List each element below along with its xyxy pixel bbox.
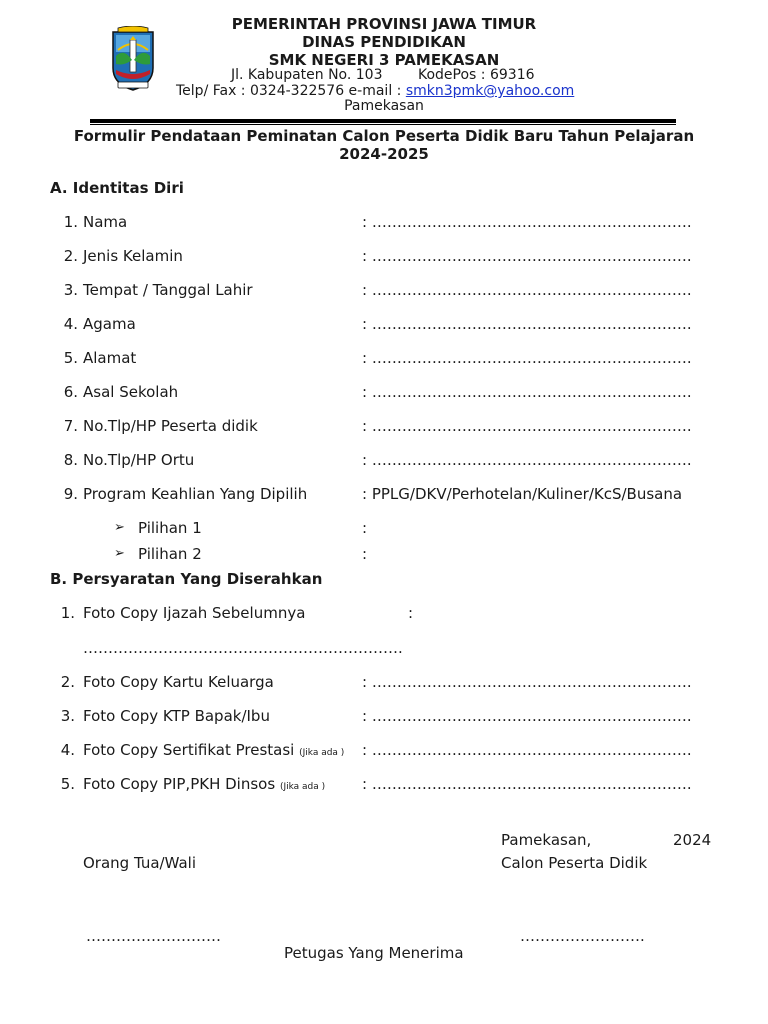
list-item: 7. No.Tlp/HP Peserta didik : ………………………………………………………. [63, 417, 692, 435]
requirement-label: Foto Copy Ijazah Sebelumnya [83, 604, 306, 622]
field-fill-line[interactable]: : ………………………………………………………. [362, 775, 692, 793]
list-item: 2. Foto Copy Kartu Keluarga : ………………………………………………………. [60, 673, 692, 691]
list-item: 1. Foto Copy Ijazah Sebelumnya : [60, 604, 414, 622]
list-item: 4. Agama : ………………………………………………………. [63, 315, 692, 333]
signature-year: 2024 [673, 831, 712, 849]
arrow-bullet-icon: ➢ [114, 546, 125, 561]
field-fill-line[interactable]: : ………………………………………………………. [362, 451, 692, 469]
header-phone: Telp/ Fax : 0324-322576 e-mail : [176, 83, 406, 99]
signature-student-line[interactable]: ……………………. [520, 927, 645, 945]
list-item: 9. Program Keahlian Yang Dipilih : PPLG/DKV/Perhotelan/Kuliner/KcS/Busana [63, 485, 683, 503]
choice-fill[interactable]: : [362, 519, 368, 537]
section-a-heading: A. Identitas Diri [50, 179, 184, 197]
header-postcode: KodePos : 69316 [418, 67, 535, 83]
requirement-colon: : [408, 604, 414, 622]
field-label: Alamat [83, 349, 137, 367]
field-fill-line[interactable]: : ………………………………………………………. [362, 383, 692, 401]
choice-item [0, 519, 768, 539]
requirement-label: Foto Copy Sertifikat Prestasi (Jika ada ) [83, 741, 345, 759]
signature-place: Pamekasan, [501, 831, 592, 849]
choice-label: Pilihan 1 [138, 519, 202, 537]
header-rule-thick [90, 119, 676, 123]
form-title: Formulir Pendataan Peminatan Calon Peserta Didik Baru Tahun Pelajaran 2024-2025 [73, 127, 695, 163]
field-fill-line[interactable]: : ………………………………………………………. [362, 281, 692, 299]
field-fill-line[interactable]: : ………………………………………………………. [362, 247, 692, 265]
signature-parent-title: Orang Tua/Wali [83, 854, 196, 872]
requirement-label: Foto Copy KTP Bapak/Ibu [83, 707, 270, 725]
field-fill-line[interactable]: : ………………………………………………………. [362, 349, 692, 367]
header-rule-thin [90, 124, 676, 125]
choice-item [0, 545, 768, 565]
header-government: PEMERINTAH PROVINSI JAWA TIMUR [231, 15, 537, 33]
choice-fill[interactable]: : [362, 545, 368, 563]
field-label: Jenis Kelamin [83, 247, 183, 265]
requirement-label: Foto Copy PIP,PKH Dinsos (Jika ada ) [83, 775, 326, 793]
choice-label: Pilihan 2 [138, 545, 202, 563]
header-school-name: SMK NEGERI 3 PAMEKASAN [268, 51, 500, 69]
list-item: 4. Foto Copy Sertifikat Prestasi (Jika ada ) : ………………………………………………………. [60, 741, 692, 759]
header-email-link[interactable]: smkn3pmk@yahoo.com [405, 83, 575, 99]
field-fill-line[interactable]: : ………………………………………………………. [362, 673, 692, 691]
field-label: Tempat / Tanggal Lahir [83, 281, 253, 299]
header-city: Pamekasan [344, 98, 424, 114]
field-fill-line[interactable]: ………………………………………………………. [83, 639, 403, 657]
list-item: 3. Tempat / Tanggal Lahir : ………………………………………………………. [63, 281, 692, 299]
signature-parent-line[interactable]: ……………………… [86, 927, 221, 945]
field-fill-line[interactable]: : ………………………………………………………. [362, 741, 692, 759]
arrow-bullet-icon: ➢ [114, 520, 125, 535]
list-item: 5. Foto Copy PIP,PKH Dinsos (Jika ada ) : ………………………………………………………. [60, 775, 692, 793]
requirement-label: Foto Copy Kartu Keluarga [83, 673, 274, 691]
field-fill-line[interactable]: : ………………………………………………………. [362, 315, 692, 333]
field-label: Nama [83, 213, 128, 231]
field-fill-line[interactable]: : ………………………………………………………. [362, 707, 692, 725]
list-item: 3. Foto Copy KTP Bapak/Ibu : ………………………………………………………. [60, 707, 692, 725]
signature-student-title: Calon Peserta Didik [501, 854, 648, 872]
header-department: DINAS PENDIDIKAN [302, 33, 466, 51]
field-fill-line[interactable]: : ………………………………………………………. [362, 417, 692, 435]
field-fill-line[interactable]: : ………………………………………………………. [362, 213, 692, 231]
list-item-continuation [0, 639, 768, 659]
program-options: : PPLG/DKV/Perhotelan/Kuliner/KcS/Busana [362, 485, 683, 503]
list-item: 2. Jenis Kelamin : ………………………………………………………. [63, 247, 692, 265]
field-label: Asal Sekolah [83, 383, 179, 401]
field-label: Agama [83, 315, 136, 333]
list-item: 5. Alamat : ………………………………………………………. [63, 349, 692, 367]
list-item: 6. Asal Sekolah : ………………………………………………………. [63, 383, 692, 401]
field-label: Program Keahlian Yang Dipilih [83, 485, 308, 503]
field-label: No.Tlp/HP Peserta didik [83, 417, 258, 435]
list-item: 8. No.Tlp/HP Ortu : ………………………………………………………. [63, 451, 692, 469]
header-address: Jl. Kabupaten No. 103 [231, 67, 383, 83]
header-contact [176, 83, 574, 99]
section-b-heading: B. Persyaratan Yang Diserahkan [50, 570, 323, 588]
signature-officer-title: Petugas Yang Menerima [284, 944, 464, 962]
list-item: 1. Nama : ………………………………………………………. [63, 213, 692, 231]
field-label: No.Tlp/HP Ortu [83, 451, 195, 469]
